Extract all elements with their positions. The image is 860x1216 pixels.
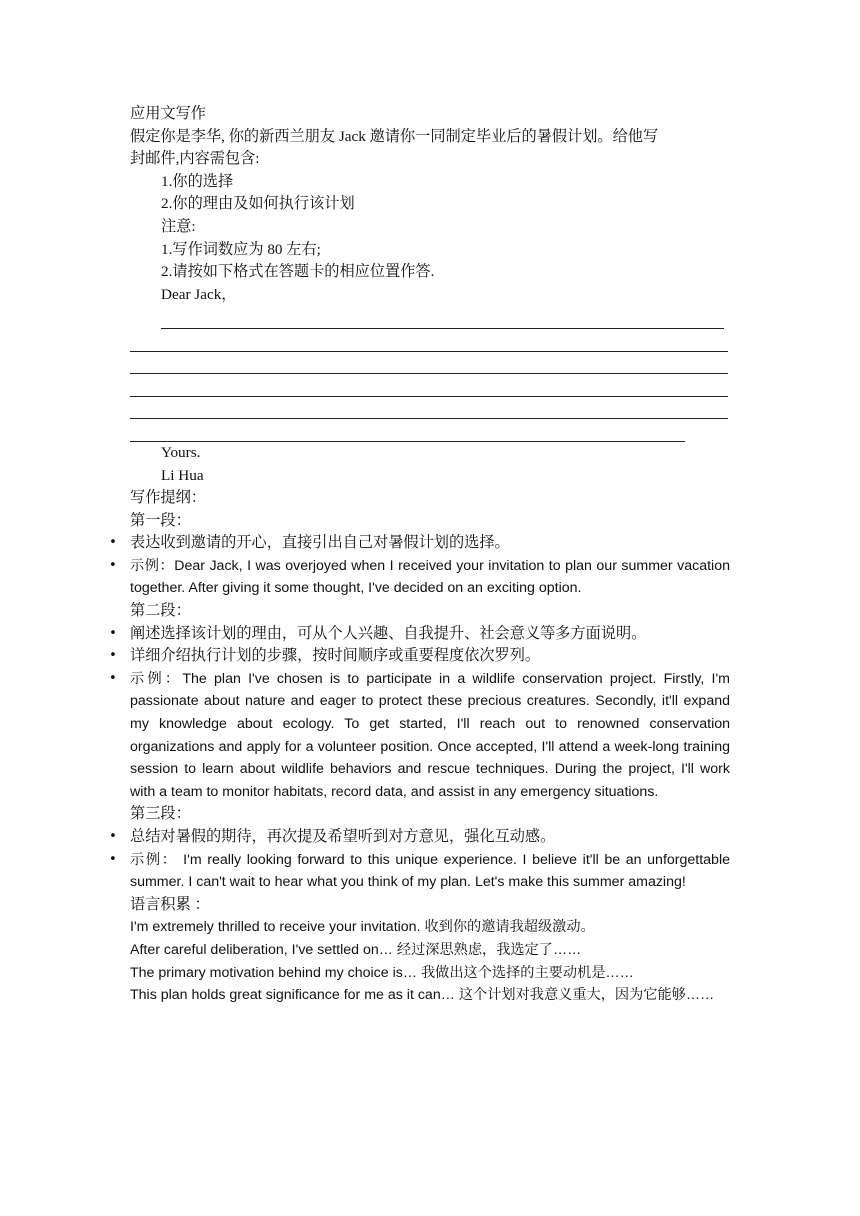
answer-line	[130, 329, 728, 352]
note-1: 1.写作词数应为 80 左右;	[161, 240, 321, 258]
answer-line	[130, 374, 728, 397]
document-page	[109, 103, 730, 1007]
para3-label: 第三段：	[130, 805, 191, 823]
signature: Li Hua	[161, 466, 204, 484]
bullet-icon: •	[109, 625, 117, 641]
answer-line	[130, 352, 728, 375]
prompt-line-2: 封邮件,内容需包含:	[130, 150, 260, 168]
outline-title: 写作提纲：	[130, 489, 206, 507]
list-item: • 详细介绍执行计划的步骤，按时间顺序或重要程度依次罗列。	[130, 645, 730, 668]
greeting: Dear Jack，	[161, 285, 237, 303]
phrase-3: The primary motivation behind my choice is… 我做出这个选择的主要动机是……	[130, 964, 634, 981]
para1-list	[109, 532, 730, 600]
para2-label: 第二段：	[130, 602, 191, 620]
bullet-icon: •	[109, 851, 117, 867]
bullet-icon: •	[109, 535, 117, 551]
para1-label: 第一段：	[130, 511, 191, 529]
bullet-icon: •	[109, 648, 117, 664]
phrase-2: After careful deliberation, I've settled on… 经过深思熟虑，我选定了……	[130, 941, 582, 958]
phrase-1: I'm extremely thrilled to receive your invitation. 收到你的邀请我超级激动。	[130, 919, 595, 936]
answer-line	[161, 306, 724, 329]
list-item: • 总结对暑假的期待，再次提及希望听到对方意见，强化互动感。	[130, 826, 730, 849]
list-item: • 表达收到邀请的开心，直接引出自己对暑假计划的选择。	[130, 532, 730, 555]
language-title: 语言积累 ：	[130, 895, 210, 913]
para2-list	[109, 623, 730, 804]
list-item: • 示例：Dear Jack, I was overjoyed when I received your invitation to plan our summer vacation together. After giving it some thought, I've decided on an exciting option.	[130, 555, 730, 600]
note-2: 2.请按如下格式在答题卡的相应位置作答.	[161, 263, 435, 281]
requirement-2: 2.你的理由及如何执行该计划	[161, 195, 355, 213]
list-item: • 示例： I'm really looking forward to this unique experience. I believe it'll be an unforgettable summer. I can't wait to hear what you think of my plan. Let's make this summer amazing!	[130, 849, 730, 894]
notice-label: 注意:	[161, 217, 196, 235]
section-title: 应用文写作	[130, 105, 206, 122]
para3-list	[109, 826, 730, 894]
bullet-icon: •	[109, 670, 117, 686]
requirement-1: 1.你的选择	[161, 172, 234, 190]
answer-lines	[130, 306, 730, 442]
bullet-icon: •	[109, 557, 117, 573]
answer-line	[130, 397, 728, 420]
prompt-line-1: 假定你是李华, 你的新西兰朋友 Jack 邀请你一同制定毕业后的暑假计划。给他写	[130, 127, 659, 145]
answer-line	[130, 419, 685, 442]
bullet-icon: •	[109, 829, 117, 844]
list-item: • 阐述选择该计划的理由，可从个人兴趣、自我提升、社会意义等多方面说明。	[130, 623, 730, 646]
list-item: • 示例：The plan I've chosen is to participate in a wildlife conservation project. Firstly, I'm passionate about nature and eager to protect these precious creatures. Secondly, it'll expand my knowledge about ecology. To get started, I'll reach out to renowned conservation organizations and apply for a volunteer position. Once accepted, I'll attend a week-long training session to learn about wildlife behaviors and rescue techniques. During the project, I'll work with a team to monitor habitats, record data, and assist in any emergency situations.	[130, 668, 730, 804]
phrase-4: This plan holds great significance for me as it can… 这个计划对我意义重大，因为它能够……	[130, 987, 715, 1004]
closing: Yours.	[161, 443, 201, 461]
